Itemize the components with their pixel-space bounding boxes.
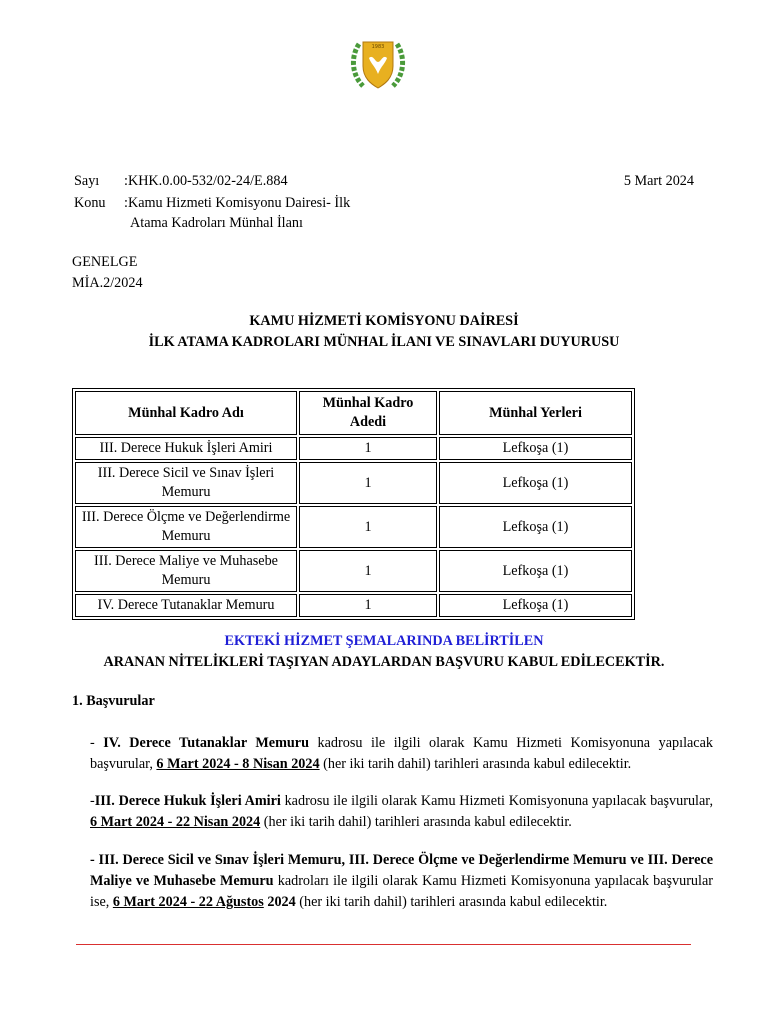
para-bold: IV. Derece Tutanaklar Memuru bbox=[103, 735, 309, 751]
para-prefix: - bbox=[90, 793, 95, 809]
position-count: 1 bbox=[299, 437, 437, 460]
application-paragraph-3 bbox=[90, 850, 713, 913]
position-place: Lefkoşa (1) bbox=[439, 437, 632, 460]
konu-line-2: Atama Kadroları Münhal İlanı bbox=[130, 215, 303, 231]
document-meta bbox=[74, 171, 694, 233]
konu-row bbox=[74, 193, 694, 233]
konu-label: Konu bbox=[74, 195, 106, 211]
position-name: III. Derece Sicil ve Sınav İşleri Memuru bbox=[75, 462, 297, 504]
document-date: 5 Mart 2024 bbox=[623, 173, 694, 189]
para-text: (her iki tarih dahil) tarihleri arasında kabul edilecektir. bbox=[319, 756, 632, 772]
table-row bbox=[75, 550, 632, 592]
genelge-block bbox=[72, 252, 143, 294]
header-position-place: Münhal Yerleri bbox=[439, 391, 632, 435]
footer-rule bbox=[76, 944, 691, 945]
vacancy-table bbox=[72, 388, 635, 620]
para-text: kadroları ile ilgili olarak Kamu Hizmeti Komisyonuna yapılacak başvurular ise, bbox=[90, 873, 713, 910]
table-row bbox=[75, 506, 632, 548]
genelge-title: GENELGE bbox=[72, 254, 138, 270]
para-text: (her iki tarih dahil) tarihleri arasında kabul edilecektir. bbox=[260, 814, 572, 830]
para-prefix: - bbox=[90, 735, 104, 751]
coat-of-arms-icon bbox=[349, 32, 407, 94]
para-dates: 6 Mart 2024 - 22 Ağustos bbox=[112, 894, 264, 910]
para-text: kadrosu ile ilgili olarak Kamu Hizmeti Komisyonuna yapılacak başvurular, bbox=[90, 735, 713, 772]
position-name: III. Derece Hukuk İşleri Amiri bbox=[75, 437, 297, 460]
svg-text:1983: 1983 bbox=[371, 44, 385, 50]
genelge-number: MİA.2/2024 bbox=[72, 275, 143, 291]
sayi-row bbox=[74, 171, 694, 191]
notice-line-1: EKTEKİ HİZMET ŞEMALARINDA BELİRTİLEN bbox=[224, 633, 544, 649]
notice-line-2: ARANAN NİTELİKLERİ TAŞIYAN ADAYLARDAN BAŞVURU KABUL EDİLECEKTİR. bbox=[103, 654, 665, 670]
header-position-name: Münhal Kadro Adı bbox=[75, 391, 297, 435]
position-name: IV. Derece Tutanaklar Memuru bbox=[75, 594, 297, 617]
position-count: 1 bbox=[299, 594, 437, 617]
konu-value bbox=[124, 193, 694, 233]
sayi-value: :KHK.0.00-532/02-24/E.884 bbox=[124, 173, 288, 189]
para-dates: 6 Mart 2024 - 22 Nisan 2024 bbox=[90, 814, 261, 830]
section-title: 1. Başvurular bbox=[72, 693, 155, 709]
para-text: kadrosu ile ilgili olarak Kamu Hizmeti Komisyonuna yapılacak başvurular, bbox=[280, 793, 713, 809]
application-paragraph-1 bbox=[90, 733, 713, 775]
position-place: Lefkoşa (1) bbox=[439, 462, 632, 504]
para-dates: 6 Mart 2024 - 8 Nisan 2024 bbox=[156, 756, 320, 772]
position-place: Lefkoşa (1) bbox=[439, 594, 632, 617]
heading-line-1: KAMU HİZMETİ KOMİSYONU DAİRESİ bbox=[249, 313, 519, 329]
position-place: Lefkoşa (1) bbox=[439, 506, 632, 548]
position-count: 1 bbox=[299, 506, 437, 548]
table-header-row bbox=[75, 391, 632, 435]
position-place: Lefkoşa (1) bbox=[439, 550, 632, 592]
table-row bbox=[75, 594, 632, 617]
para-dates-tail: 2024 bbox=[263, 894, 296, 910]
announcement-heading bbox=[0, 311, 768, 353]
table-row bbox=[75, 462, 632, 504]
position-count: 1 bbox=[299, 462, 437, 504]
position-count: 1 bbox=[299, 550, 437, 592]
sayi-label: Sayı bbox=[74, 173, 100, 189]
para-bold: III. Derece Hukuk İşleri Amiri bbox=[94, 793, 281, 809]
header-position-count: Münhal Kadro Adedi bbox=[299, 391, 437, 435]
application-paragraph-2 bbox=[90, 791, 713, 833]
qualification-notice bbox=[0, 631, 768, 673]
heading-line-2: İLK ATAMA KADROLARI MÜNHAL İLANI VE SINAVLARI DUYURUSU bbox=[148, 334, 620, 350]
konu-line-1: :Kamu Hizmeti Komisyonu Dairesi- İlk bbox=[124, 195, 351, 211]
position-name: III. Derece Maliye ve Muhasebe Memuru bbox=[75, 550, 297, 592]
para-bold: - III. Derece Sicil ve Sınav İşleri Memuru, III. Derece Ölçme ve Değerlendirme Memuru ve III. Derece Maliye ve Muhasebe Memuru bbox=[90, 852, 713, 889]
table-row bbox=[75, 437, 632, 460]
position-name: III. Derece Ölçme ve Değerlendirme Memuru bbox=[75, 506, 297, 548]
para-text: (her iki tarih dahil) tarihleri arasında kabul edilecektir. bbox=[295, 894, 608, 910]
